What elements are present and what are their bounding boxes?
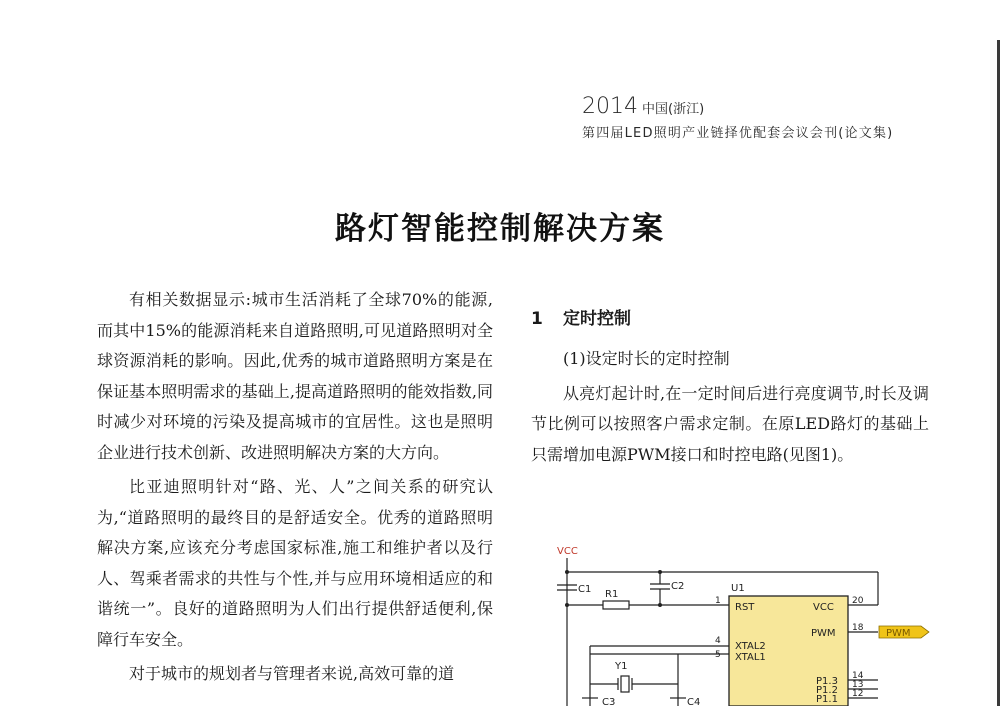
- left-paragraph-1: 有相关数据显示:城市生活消耗了全球70%的能源,而其中15%的能源消耗来自道路照明,可见道路照明对全球资源消耗的影响。因此,优秀的城市道路照明方案是在保证基本照明需求的基础上,提高道路照明的能效指数,同时减少对环境的污染及提高城市的宜居性。这也是照明企业进行技术创新、改进照明解决方案的大方向。: [97, 290, 493, 462]
- journal-header: [582, 94, 893, 141]
- header-year: 2014: [582, 94, 638, 119]
- p13-pin: P1.3: [816, 676, 838, 687]
- y1-label: Y1: [615, 661, 628, 672]
- pin-13-label: 13: [852, 680, 864, 690]
- left-paragraph-2: 比亚迪照明针对“路、光、人”之间关系的研究认为,“道路照明的最终目的是舒适安全。优秀的道路照明解决方案,应该充分考虑国家标准,施工和维护者以及行人、驾乘者需求的共性与个性,并与应用环境相适应的和谐统一”。良好的道路照明为人们出行提供舒适便利,保障行车安全。: [97, 477, 493, 649]
- header-journal: 第四届LED照明产业链择优配套会议会刊(论文集): [582, 126, 894, 141]
- left-paragraph-3: 对于城市的规划者与管理者来说,高效可靠的道: [129, 664, 455, 683]
- rst-pin: RST: [735, 602, 755, 613]
- circuit-diagram: [545, 538, 940, 706]
- right-paragraph: 从亮灯起计时,在一定时间后进行亮度调节,时长及调节比例可以按照客户需求定制。在原LED路灯的基础上只需增加电源PWM接口和时控电路(见图1)。: [531, 383, 929, 464]
- vcc-label: VCC: [557, 546, 578, 557]
- pin-1-label: 1: [715, 596, 721, 606]
- pin-20-label: 20: [852, 596, 864, 606]
- u1-label: U1: [731, 583, 745, 594]
- r1-label: R1: [605, 589, 619, 600]
- pwm-pin: PWM: [811, 628, 836, 639]
- p12-pin: P1.2: [816, 685, 838, 696]
- header-location: 中国(浙江): [642, 102, 705, 117]
- section-title: 定时控制: [563, 309, 631, 329]
- pwm-output-label: PWM: [886, 628, 911, 639]
- section-heading: [531, 302, 929, 336]
- pin-12-label: 12: [852, 689, 864, 699]
- c4-label: C4: [687, 697, 701, 706]
- subsection-heading: (1)设定时长的定时控制: [563, 349, 730, 368]
- pin-4-label: 4: [715, 636, 721, 646]
- article-title: 路灯智能控制解决方案: [335, 211, 665, 247]
- section-number: 1: [531, 309, 543, 329]
- pin-18-label: 18: [852, 623, 864, 633]
- c2-label: C2: [671, 581, 685, 592]
- xtal2-pin: XTAL2: [735, 641, 766, 652]
- vcc-pin: VCC: [813, 602, 834, 613]
- xtal1-pin: XTAL1: [735, 652, 766, 663]
- pin-14-label: 14: [852, 671, 864, 681]
- c3-label: C3: [602, 697, 616, 706]
- left-column: [97, 285, 493, 694]
- c1-label: C1: [578, 584, 592, 595]
- right-column: [531, 302, 929, 470]
- pin-5-label: 5: [715, 650, 721, 660]
- p11-pin: P1.1: [816, 694, 838, 705]
